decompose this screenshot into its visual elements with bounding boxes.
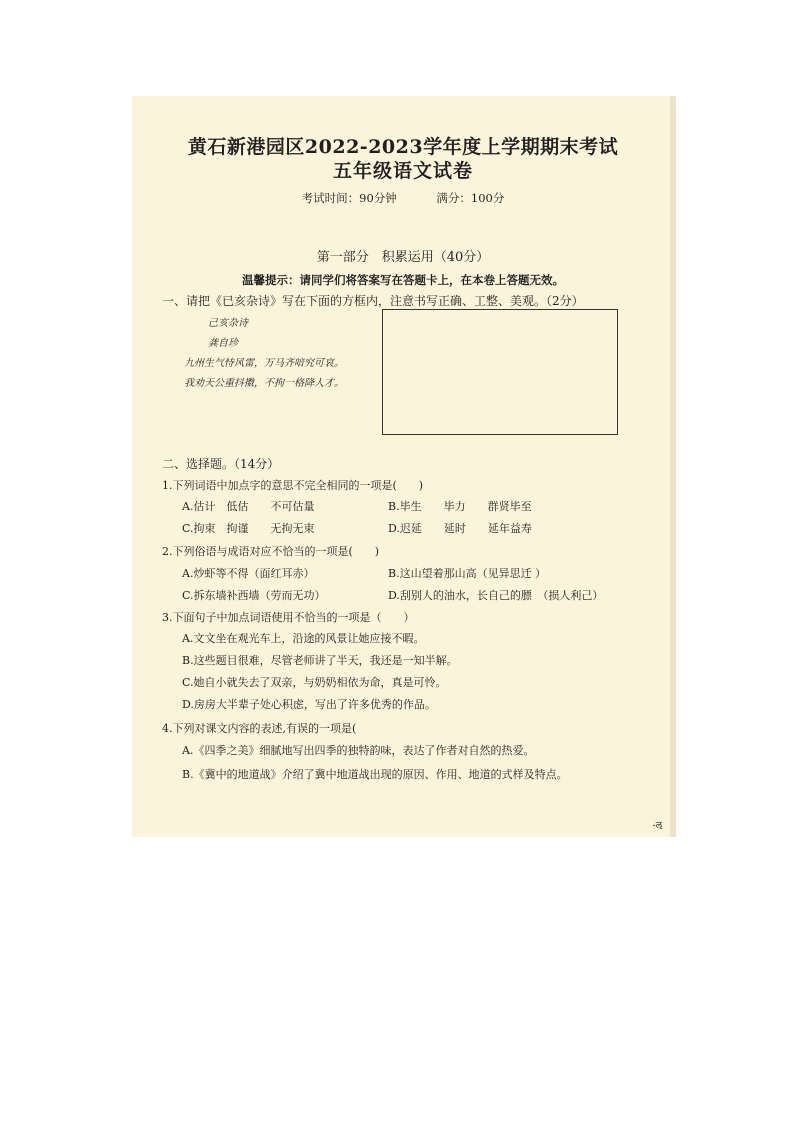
option-2a: A.炒虾等不得（面红耳赤） [182,567,315,580]
section-2-heading: 二、选择题。（14分） [162,457,280,471]
option-1b: B.毕生 毕力 群贤毕至 [388,500,532,513]
poem-line-1: 九州生气恃风雷，万马齐喑究可哀。 [184,358,344,369]
choice-question-4: 4.下列对课文内容的表述,有误的一项是( [162,722,357,735]
option-1c: C.拘束 拘谨 无拘无束 [182,522,315,535]
exam-meta [132,190,674,206]
option-3b: B.这些题目很难，尽管老师讲了半天，我还是一知半解。 [182,654,458,667]
writing-box[interactable] [382,309,618,435]
exam-time: 考试时间：90分钟 [301,191,397,205]
option-1a: A.估计 低估 不可估量 [182,500,315,513]
poem-line-2: 我劝天公重抖擞，不拘一格降人才。 [184,378,344,389]
option-3c: C.她自小就失去了双亲，与奶奶相依为命，真是可怜。 [182,676,447,689]
poem-author: 龚自珍 [208,338,238,349]
choice-question-2: 2.下列俗语与成语对应不恰当的一项是( ) [162,545,380,558]
exam-page [132,96,674,837]
option-2b: B.这山望着那山高（见异思迁 ） [388,567,547,580]
option-2d: D.刮别人的油水，长自己的膘 （损人利己） [388,589,604,602]
question-1-prompt: 一、请把《已亥杂诗》写在下面的方框内，注意书写正确、工整、美观。（2分） [162,294,584,308]
option-3d: D.房房大半辈子处心积虑，写出了许多优秀的作品。 [182,698,436,711]
choice-question-3: 3.下面句子中加点词语使用不恰当的一项是（ ） [162,611,415,624]
page-edge [670,96,674,837]
full-score: 满分：100分 [436,191,505,205]
part-heading: 第一部分 积累运用（40分） [316,250,490,265]
choice-question-1: 1.下列词语中加点字的意思不完全相同的一项是( ) [162,479,424,492]
option-2c: C.拆东墙补西墙（劳而无功） [182,589,326,602]
option-1d: D.迟延 延时 延年益寿 [388,522,532,535]
warm-tip: 温馨提示：请同学们将答案写在答题卡上，在本卷上答题无效。 [242,273,564,287]
option-4b: B.《冀中的地道战》介绍了冀中地道战出现的原因、作用、地道的式样及特点。 [182,768,568,781]
page-corner-mark: -ऌ [652,821,662,831]
exam-subtitle: 五年级语文试卷 [332,160,473,182]
option-4a: A.《四季之美》细腻地写出四季的独特韵味，表达了作者对自然的热爱。 [182,744,535,757]
exam-title: 黄石新港园区2022-2023学年度上学期期末考试 [187,136,619,158]
poem-title: 己亥杂诗 [208,318,248,329]
option-3a: A.文文坐在观光车上，沿途的风景让她应接不暇。 [182,632,425,645]
